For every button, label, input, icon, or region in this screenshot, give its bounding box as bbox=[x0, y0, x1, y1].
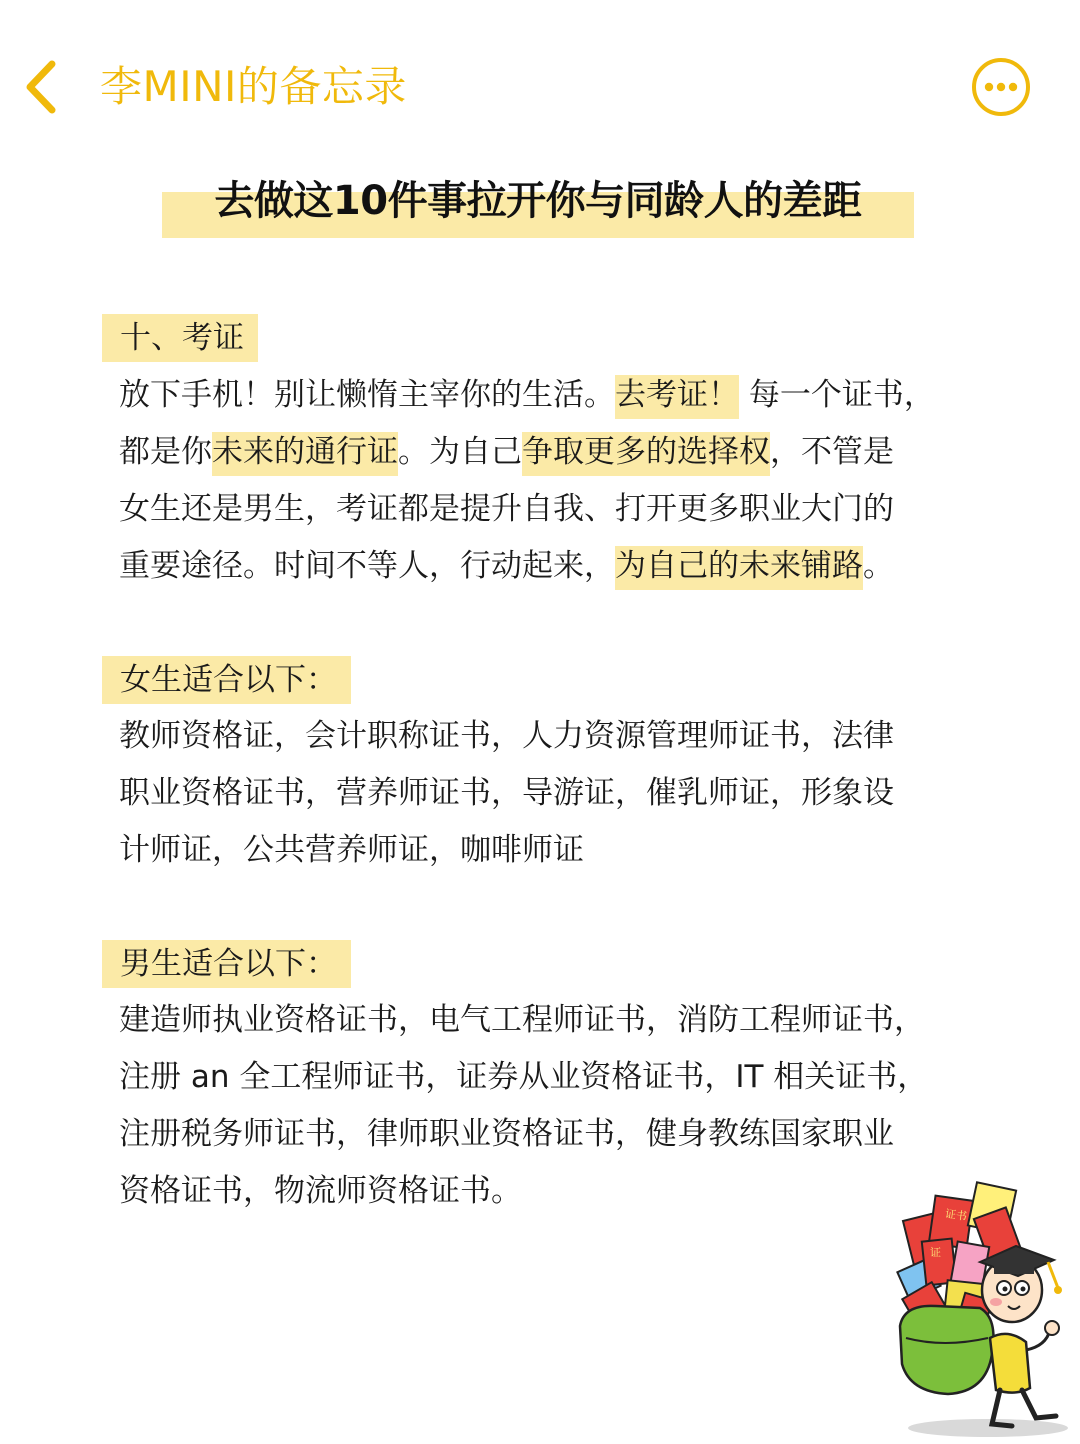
intro-text: 都是你 bbox=[119, 434, 212, 470]
men-cert-line: 资格证书，物流师资格证书。 bbox=[119, 1173, 522, 1209]
intro-text: 放下手机！别让懒惰主宰你的生活。 bbox=[119, 377, 615, 413]
women-heading: 女生适合以下： bbox=[102, 656, 351, 704]
more-button[interactable] bbox=[970, 56, 1032, 118]
chevron-left-icon bbox=[14, 54, 74, 120]
section-heading: 十、考证 bbox=[102, 314, 258, 362]
women-cert-line: 职业资格证书，营养师证书，导游证，催乳师证，形象设 bbox=[119, 775, 894, 811]
men-heading: 男生适合以下： bbox=[102, 940, 351, 988]
intro-text: 。为自己 bbox=[398, 434, 522, 470]
women-cert-line: 计师证，公共营养师证，咖啡师证 bbox=[119, 832, 584, 868]
more-horizontal-icon bbox=[970, 56, 1032, 118]
intro-line bbox=[119, 424, 969, 481]
intro-paragraph bbox=[119, 367, 969, 595]
intro-line: 女生还是男生，考证都是提升自我、打开更多职业大门的 bbox=[119, 491, 894, 527]
intro-highlight: 去考证！ bbox=[615, 375, 739, 419]
intro-text: 。 bbox=[863, 548, 894, 584]
men-cert-line: 注册税务师证书，律师职业资格证书，健身教练国家职业 bbox=[119, 1116, 894, 1152]
men-cert-list bbox=[119, 992, 969, 1220]
intro-text: 每一个证书， bbox=[748, 377, 935, 413]
women-cert-list bbox=[119, 708, 969, 879]
women-cert-line: 教师资格证，会计职称证书，人力资源管理师证书，法律 bbox=[119, 718, 894, 754]
back-button[interactable] bbox=[14, 54, 74, 120]
top-bar bbox=[0, 0, 1080, 175]
intro-line bbox=[119, 367, 969, 424]
book-label: 证书 bbox=[944, 1207, 968, 1224]
intro-text: ，不管是 bbox=[770, 434, 894, 470]
men-cert-line: 注册 an 全工程师证书，证券从业资格证书，IT 相关证书， bbox=[119, 1059, 929, 1095]
headline-block bbox=[162, 168, 914, 238]
svg-text:证: 证 bbox=[930, 1246, 941, 1259]
men-cert-line: 建造师执业资格证书，电气工程师证书，消防工程师证书， bbox=[119, 1002, 925, 1038]
intro-highlight: 为自己的未来铺路 bbox=[615, 546, 863, 590]
intro-highlight: 争取更多的选择权 bbox=[522, 432, 770, 476]
page-title: 去做这10件事拉开你与同龄人的差距 bbox=[214, 178, 862, 224]
intro-highlight: 未来的通行证 bbox=[212, 432, 398, 476]
student-carrying-certificates-illustration bbox=[888, 1178, 1080, 1440]
app-title: 李MINI的备忘录 bbox=[100, 62, 407, 111]
intro-line bbox=[119, 538, 969, 595]
intro-text: 重要途径。时间不等人，行动起来， bbox=[119, 548, 615, 584]
